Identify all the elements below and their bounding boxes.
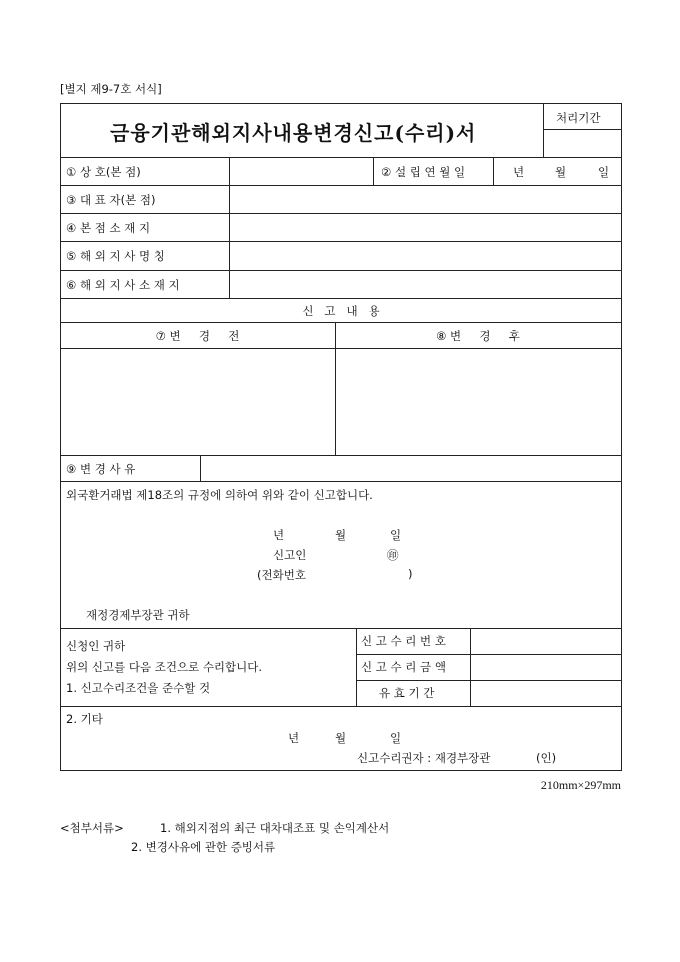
acceptance-other: 2. 기타 xyxy=(66,712,103,726)
validity-period-label: 유 효 기 간 xyxy=(379,686,435,700)
branch-name-label: ⑤ 해 외 지 사 명 칭 xyxy=(66,249,165,263)
declaration-day: 일 xyxy=(390,528,402,542)
establishment-date-label: ② 설 립 연 월 일 xyxy=(381,165,466,179)
change-reason-label: ⑨ 변 경 사 유 xyxy=(66,462,136,476)
acceptance-amount-label: 신 고 수 리 금 액 xyxy=(361,660,446,674)
before-change-heading: ⑦ 변 경 전 xyxy=(155,329,240,343)
acceptance-line1: 위의 신고를 다음 조건으로 수리합니다. xyxy=(66,660,263,674)
representative-label: ③ 대 표 자(본 점) xyxy=(66,193,156,207)
paper-size: 210mm×297mm xyxy=(540,778,621,792)
reporter-label: 신고인 xyxy=(273,548,307,562)
month-label: 월 xyxy=(555,165,567,179)
after-change-heading: ⑧ 변 경 후 xyxy=(436,329,520,343)
report-content-heading: 신 고 내 용 xyxy=(302,304,380,318)
attachment-item-2: 2. 변경사유에 관한 증빙서류 xyxy=(131,840,276,854)
branch-location-label: ⑥ 해 외 지 사 소 재 지 xyxy=(66,278,180,292)
phone-label: (전화번호 xyxy=(257,568,306,582)
declaration-statement: 외국환거래법 제18조의 규정에 의하여 위와 같이 신고합니다. xyxy=(66,488,373,502)
processing-period-label: 처리기간 xyxy=(556,111,601,125)
attachments-label: <첨부서류> xyxy=(60,821,124,835)
acceptance-month: 월 xyxy=(335,731,347,745)
year-label: 년 xyxy=(513,165,525,179)
acceptance-number-label: 신 고 수 리 번 호 xyxy=(361,634,446,648)
acceptance-seal: (인) xyxy=(536,751,557,765)
acceptance-year: 년 xyxy=(288,731,300,745)
seal-mark: ㊞ xyxy=(387,548,399,562)
head-office-location-label: ④ 본 점 소 재 지 xyxy=(66,221,151,235)
day-label: 일 xyxy=(598,165,610,179)
acceptance-day: 일 xyxy=(390,731,402,745)
trade-name-label: ① 상 호(본 점) xyxy=(66,165,141,179)
phone-close: ) xyxy=(408,567,413,581)
applicant-addressee: 신청인 귀하 xyxy=(66,639,126,653)
acceptance-line2: 1. 신고수리조건을 준수할 것 xyxy=(66,681,211,695)
declaration-year: 년 xyxy=(273,528,285,542)
form-number: [별지 제9-7호 서식] xyxy=(60,82,162,96)
addressee: 재정경제부장관 귀하 xyxy=(86,608,190,622)
attachment-item-1: 1. 해외지점의 최근 대차대조표 및 손익계산서 xyxy=(160,821,390,835)
form-title: 금융기관해외지사내용변경신고(수리)서 xyxy=(110,121,477,145)
acceptance-authority: 신고수리권자 : 재경부장관 xyxy=(357,751,491,765)
declaration-month: 월 xyxy=(335,528,347,542)
